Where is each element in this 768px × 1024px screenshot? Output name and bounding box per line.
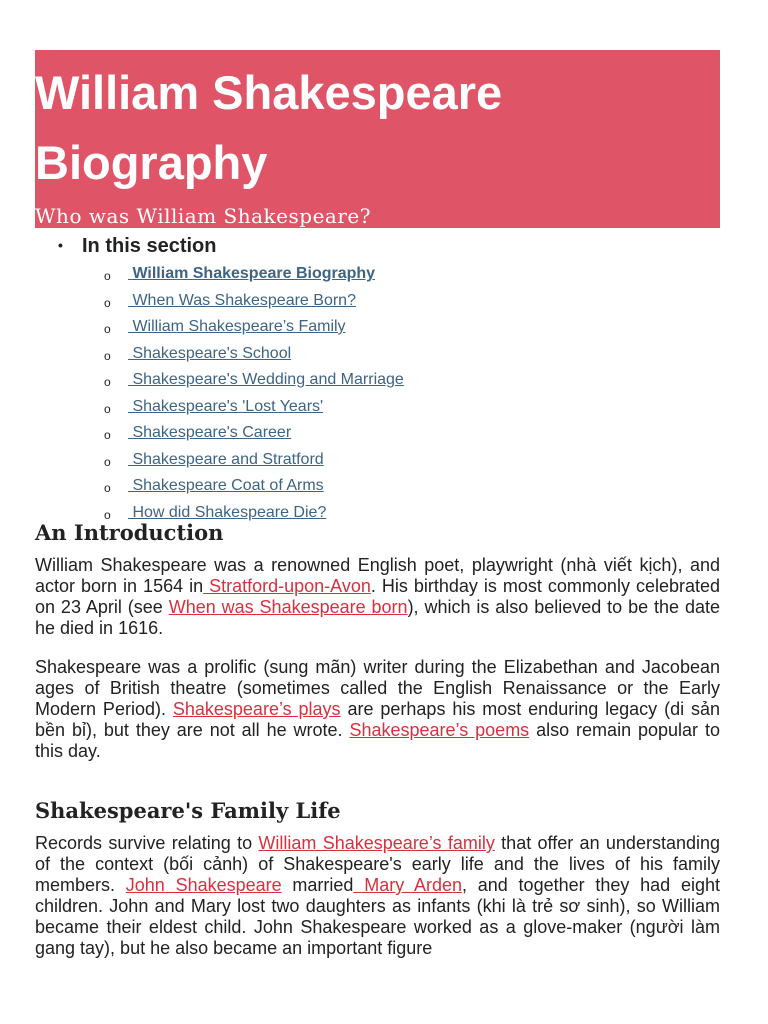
circle-bullet-icon: o [104,322,111,336]
plays-link[interactable]: Shakespeare’s plays [172,699,341,719]
nav-link-lost-years[interactable]: Shakespeare's 'Lost Years' [128,397,324,415]
family-life-heading: Shakespeare's Family Life [35,798,341,823]
list-item [104,395,404,422]
mary-arden-link[interactable]: Mary Arden [353,875,462,895]
nav-link-coat-of-arms[interactable]: Shakespeare Coat of Arms [128,477,324,494]
stratford-link[interactable]: Stratford-upon-Avon [203,576,371,596]
list-item [104,474,404,501]
nav-link-school[interactable]: Shakespeare's School [128,344,292,362]
nav-link-family[interactable]: William Shakespeare’s Family [128,318,346,335]
circle-bullet-icon: o [104,348,111,363]
circle-bullet-icon: o [104,481,111,495]
paragraph-text: , and together they had eight children. John and Mary lost two daughters as infants (khi là trẻ sơ sinh), so William became their eldest child. John Shakespeare worked as a glove-maker (người làm gang tay), but he also became an important figure [35,875,720,958]
introduction-heading: An Introduction [35,520,224,545]
paragraph-text: that offer an understanding of the context (bối cảnh) of Shakespeare's early life and the lives of his family members. [35,833,721,895]
paragraph-text: Shakespeare was a prolific (sung mãn) writer during the Elizabethan and Jacobean ages of British theatre (sometimes called the English Renaissance or the Early Modern Period). [35,657,720,719]
nav-link-when-born[interactable]: When Was Shakespeare Born? [128,291,356,309]
in-this-section-label: In this section [82,235,217,257]
section-nav-list [104,262,404,527]
list-item [104,342,404,369]
circle-bullet-icon: o [104,269,111,283]
circle-bullet-icon: o [104,507,111,522]
circle-bullet-icon: o [104,295,111,310]
circle-bullet-icon: o [104,401,111,416]
john-shakespeare-link[interactable]: John Shakespeare [125,875,282,895]
page-title: William Shakespeare Biography [35,66,503,189]
list-item [104,421,404,448]
nav-link-death[interactable]: How did Shakespeare Die? [128,503,327,521]
list-item [104,289,404,316]
paragraph-text: William Shakespeare was a renowned English poet, playwright (nhà viết kịch), and actor born in 1564 in [35,555,720,596]
list-item [104,315,404,342]
page-subtitle: Who was William Shakespeare? [35,204,371,228]
paragraph-text: . His birthday is most commonly celebrated on 23 April (see [35,576,720,617]
when-born-link[interactable]: When was Shakespeare born [168,597,408,617]
in-this-section-heading [58,232,216,259]
list-item [104,368,404,395]
paragraph-text: are perhaps his most enduring legacy (di sản bền bỉ), but they are not all he wrote. [35,699,721,740]
bullet-icon: • [58,237,63,253]
paragraph-text: also remain popular to this day. [35,720,720,761]
paragraph-text: Records survive relating to [35,833,259,853]
family-life-paragraph [35,833,720,959]
list-item [104,262,404,289]
list-item [104,448,404,475]
nav-link-stratford[interactable]: Shakespeare and Stratford [128,450,324,468]
paragraph-text: ), which is also believed to be the date he died in 1616. [35,597,720,638]
circle-bullet-icon: o [104,454,111,469]
poems-link[interactable]: Shakespeare’s poems [349,720,530,740]
nav-link-wedding[interactable]: Shakespeare's Wedding and Marriage [128,371,404,388]
introduction-paragraph-1 [35,555,720,639]
introduction-paragraph-2 [35,657,720,762]
paragraph-text: married [281,875,354,895]
circle-bullet-icon: o [104,375,111,389]
nav-link-biography[interactable]: William Shakespeare Biography [128,265,376,282]
circle-bullet-icon: o [104,428,111,442]
family-link[interactable]: William Shakespeare’s family [258,833,495,853]
nav-link-career[interactable]: Shakespeare's Career [128,424,292,441]
